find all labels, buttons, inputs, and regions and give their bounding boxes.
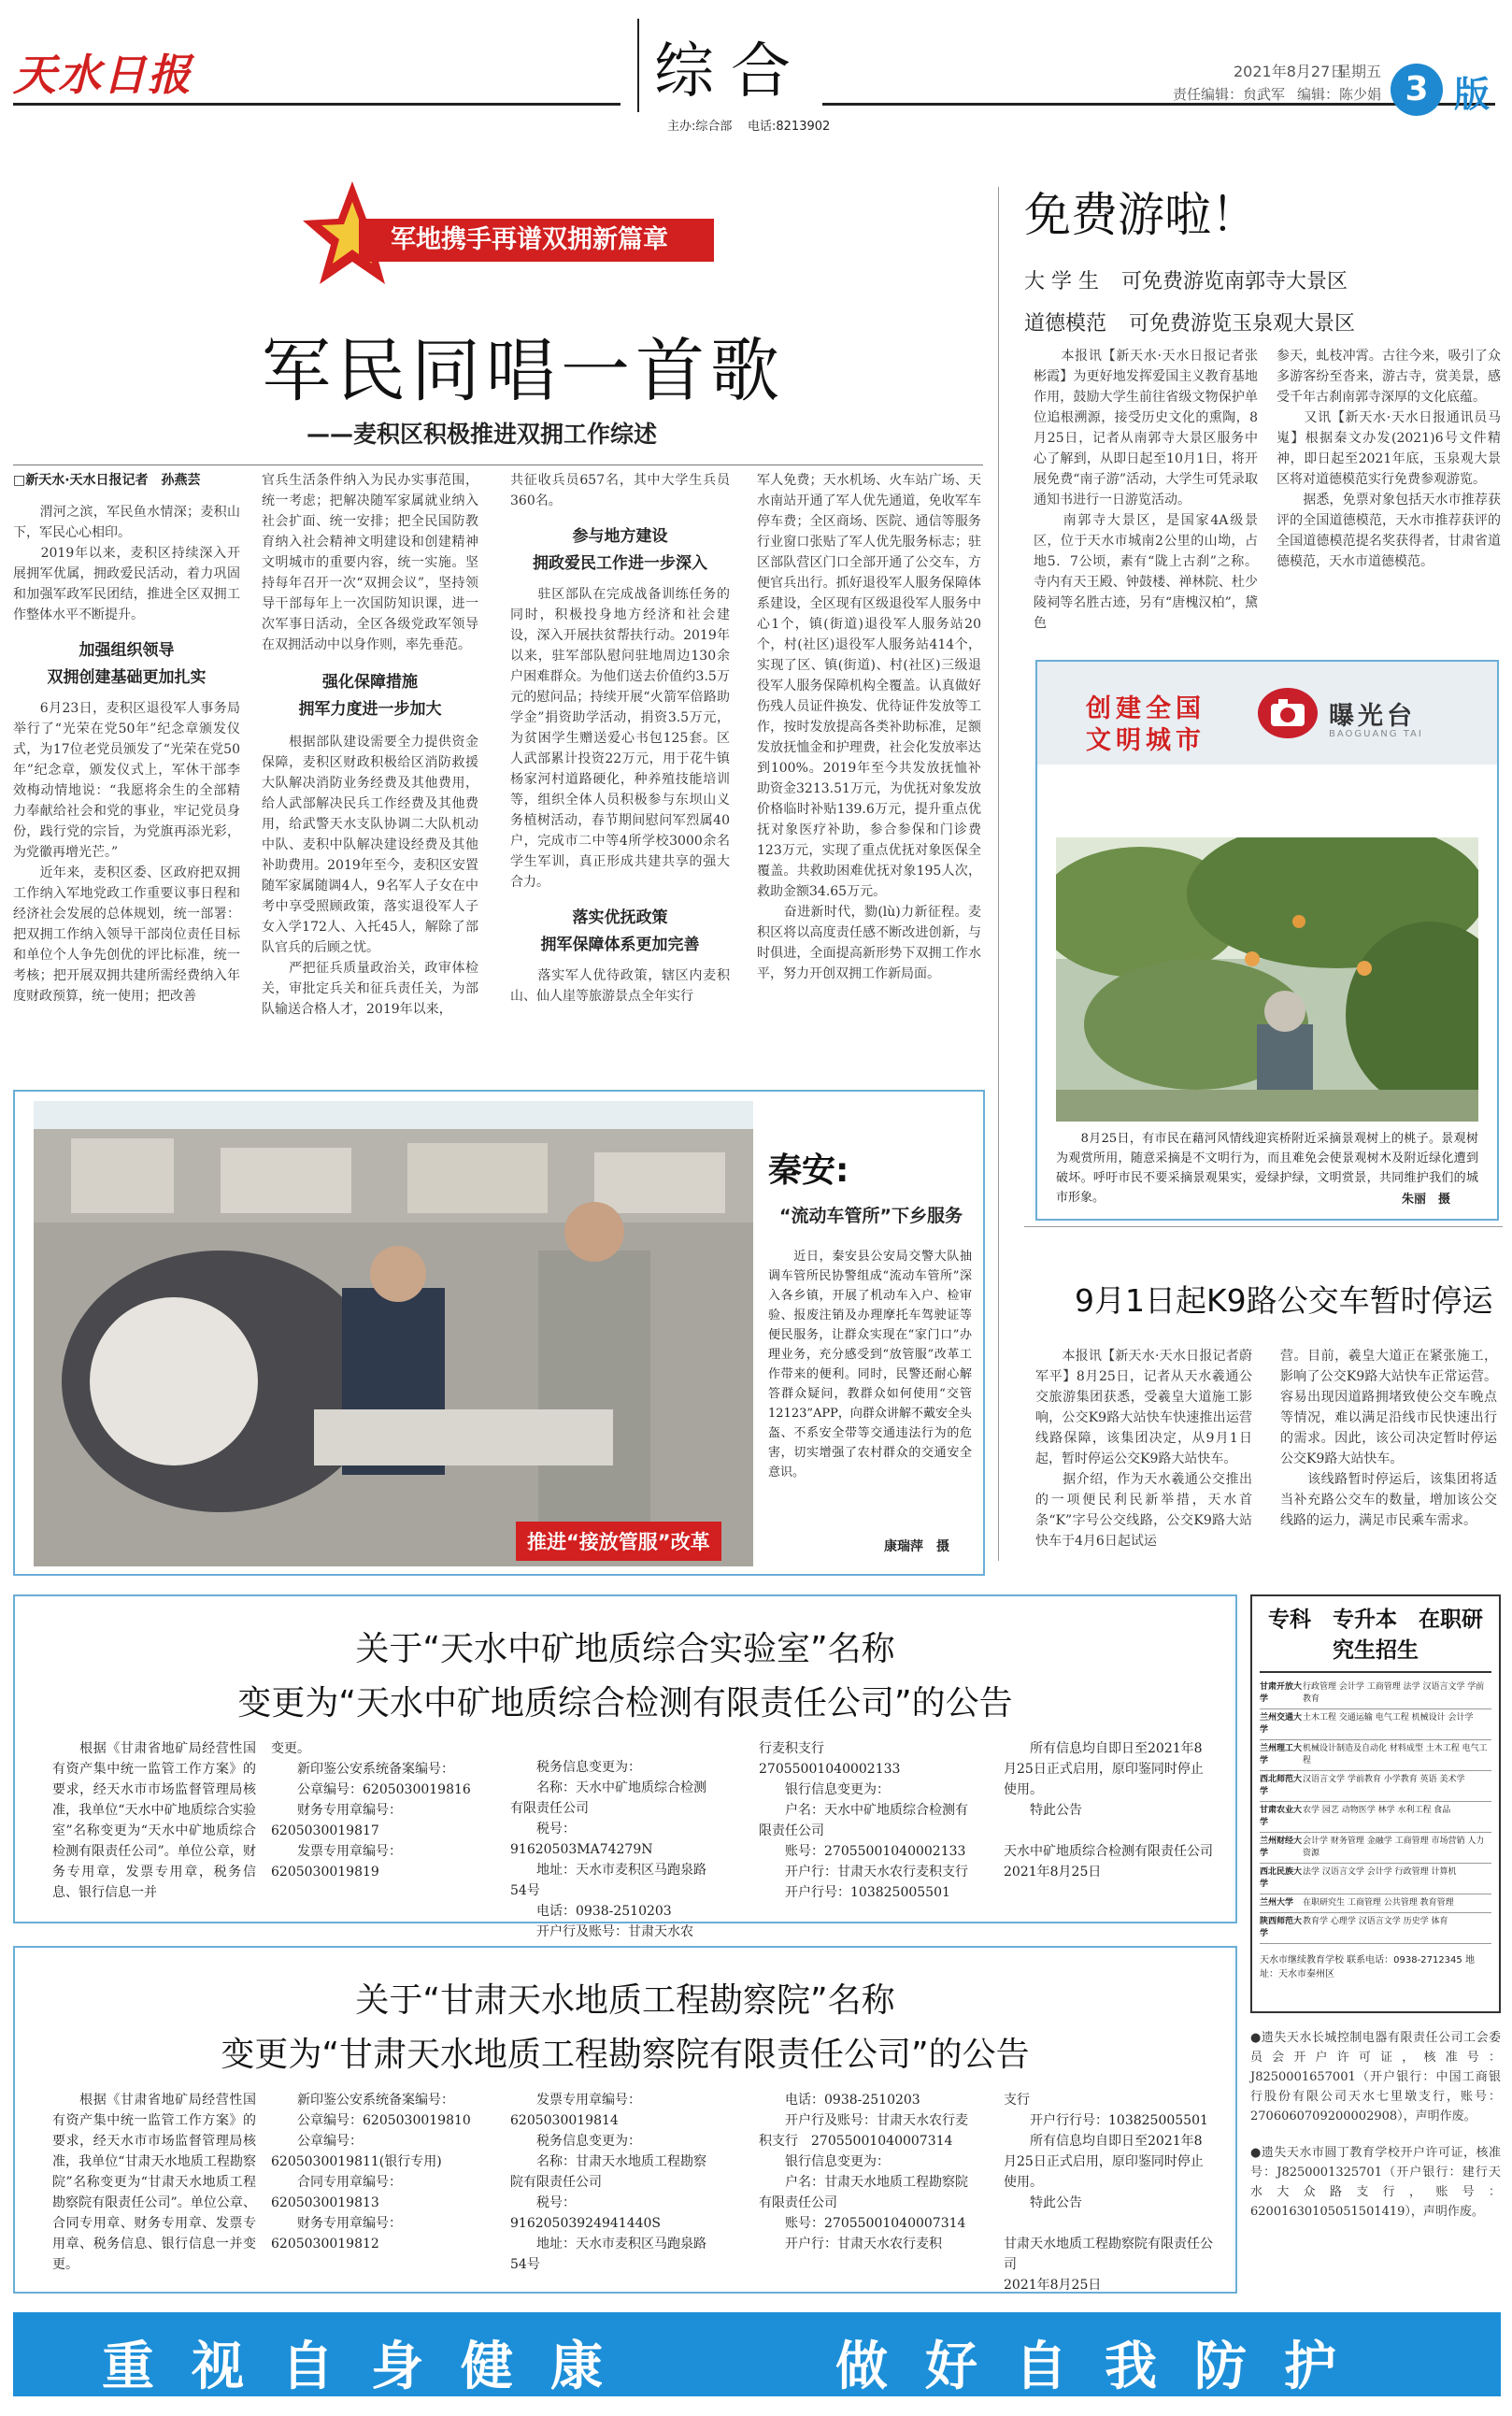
notice-2-col-3: 发票专用章编号：6205030019814 税务信息变更为： 名称：甘肃天水地质工程勘察院有限责任公司 税号：91620503924941440S 地址：天水市麦积区马跑泉路54号 <box>510 2093 706 2272</box>
admission-row-text: 在职研究生 工商管理 公共管理 教育管理 <box>1303 1898 1454 1908</box>
admission-row-text: 机械设计制造及自动化 材料成型 土木工程 电气工程 <box>1303 1744 1488 1766</box>
free-tour-line-1 <box>1024 265 1501 294</box>
admission-row-label: 兰州财经大学 <box>1260 1837 1303 1858</box>
admission-row-text: 土木工程 交通运输 电气工程 机械设计 会计学 <box>1303 1713 1474 1723</box>
lead-body-2b: 根据部队建设需要全力提供资金保障，麦积区财政积极给区消防救援大队解决消防业务经费及其他费用，给人武部解决民兵工作经费及其他费用，给武警天水支队协调二大队机动中队、麦积中队解决建设经费及其他补助费用。2019年至今，麦积区安置随军家属随调4人，9名军人子女在中考中享受照顾政策，落实退役军人子女入学172人、入托45人，解除了部队官兵的后顾之忧。 严把征兵质量政治关，政审体检关，审批定兵关和征兵责任关，为部队输送合格人才，2019年以来， <box>262 735 478 1017</box>
notice-2-title-1: 关于“甘肃天水地质工程勘察院”名称 <box>355 1981 895 2020</box>
page-label: 版 <box>1454 74 1491 115</box>
admission-row <box>1260 1740 1491 1771</box>
admission-row-label: 甘肃农业大学 <box>1260 1806 1303 1827</box>
lost-notices <box>1250 2028 1501 2222</box>
masthead-rule <box>13 103 620 106</box>
lead-column-3 <box>510 470 730 1007</box>
exposure-box <box>1035 660 1499 1221</box>
admission-row-text: 农学 园艺 动物医学 林学 水利工程 食品 <box>1303 1806 1451 1815</box>
admission-row-label: 西北民族大学 <box>1260 1867 1303 1889</box>
bus-title: 9月1日起K9路公交车暂时停运 <box>1075 1282 1493 1319</box>
lead-heading-1: 加强组织领导 <box>78 641 175 660</box>
admission-row <box>1260 1802 1491 1833</box>
notice-1-col-2: 变更。 新印鉴公安系统备案编号： 公章编号：6205030019816 财务专用章编号：6205030019817 发票专用章编号：6205030019819 <box>271 1741 471 1880</box>
qinan-title: 秦安: <box>768 1151 849 1190</box>
lead-title: 军民同唱一首歌 <box>262 331 785 411</box>
admission-contact: 天水市继续教育学校 联系电话：0938-2712345 地址：天水市秦州区 <box>1260 1955 1475 1980</box>
free-tour-title: 免费游啦！ <box>1024 188 1258 242</box>
free-tour-col-1: 本报讯【新天水·天水日报记者张彬霞】为更好地发挥爱国主义教育基地作用，鼓励大学生前往省级文物保护单位追根溯源，接受历史文化的熏陶，8月25日，记者从南郭寺大景区服务中心了解到，从即日起至10月1日，将开展免费“南子游”活动，大学生可凭录取通知书进行一日游览活动。 南郭寺大景区，是国家4A级景区，位于天水市城南2公里的山坳，占地5．7公顷，素有“陇上古刹”之称。寺内有天王殿、钟鼓楼、禅林院、杜少陵祠等名胜古迹，另有“唐槐汉柏”，黛色 <box>1034 349 1258 631</box>
admission-row-label: 兰州理工大学 <box>1260 1744 1303 1766</box>
camera-icon <box>1258 688 1318 738</box>
admission-row-text: 会计学 财务管理 金融学 工商管理 市场营销 人力资源 <box>1303 1837 1485 1858</box>
admission-row-text: 教育学 心理学 汉语言文学 历史学 体育 <box>1303 1917 1448 1926</box>
editor-name: 编辑：陈少娟 <box>1297 86 1382 103</box>
lost-notice-2: ●遗失天水市圆丁教育学校开户许可证，核准号：J8250001325701（开户银行：建行天水大众路支行，账号：62001630105051501419），声明作废。 <box>1250 2146 1501 2219</box>
admission-row-label: 陕西师范大学 <box>1260 1917 1303 1938</box>
admission-ad <box>1250 1594 1501 2013</box>
admission-row <box>1260 1679 1491 1709</box>
bottom-banner-right: 做好自我防护 <box>835 2337 1374 2397</box>
admission-row-label: 兰州大学 <box>1260 1898 1294 1908</box>
notice-1-title-2: 变更为“天水中矿地质综合检测有限责任公司”的公告 <box>237 1684 1013 1723</box>
bus-col-2: 营。目前，羲皇大道正在紧张施工，影响了公交K9路大站快车正常运营。容易出现因道路拥堵致使公交车晚点等情况，难以满足沿线市民快速出行的需求。因此，该公司决定暂时停运公交K9路大站快车。 该线路暂时停运后，该集团将适当补充路公交车的数量，增加该公交线路的运力，满足市民乘车需求。 <box>1280 1349 1497 1528</box>
free-tour-line-1b: 可免费游览南郭寺大景区 <box>1121 270 1348 293</box>
lead-heading-3b: 拥政爱民工作进一步深入 <box>533 554 707 573</box>
notice-2-col-2: 新印鉴公安系统备案编号： 公章编号：6205030019810 公章编号：6205030019811(银行专用) 合同专用章编号：6205030019813 财务专用章编号：6205030019812 <box>271 2093 471 2252</box>
admission-row <box>1260 1833 1491 1864</box>
free-tour-line-2a: 道德模范 <box>1024 312 1107 336</box>
notice-1 <box>13 1594 1237 1939</box>
admission-row <box>1260 1894 1491 1913</box>
qinan-box <box>13 1090 985 1576</box>
lead-body-1: 6月23日，麦积区退役军人事务局举行了“光荣在党50年”纪念章颁发仪式，为17位老党员颁发了“光荣在党50年”纪念章，颁发仪式上，军休干部李效梅动情地说：“我愿将余生的全部精力奉献给社会和党的事业，牢记党员身份，践行党的宗旨，为党旗再添光彩，为党徽再增光芒。” 近年来，麦积区委、区政府把双拥工作纳入军地党政工作重要议事日程和经济社会发展的总体规划，统一部署：把双拥工作纳入领导干部岗位责任目标和单位个人争先创优的评比标准，统一考核；把开展双拥共建所需经费纳入年度财政预算，统一使用；把改善 <box>13 701 240 1004</box>
lead-column-1 <box>13 470 240 1007</box>
lead-body-3: 共征收兵员657名，其中大学生兵员360名。 <box>510 473 730 508</box>
masthead-divider <box>637 19 639 112</box>
admission-row-text: 汉语言文学 学前教育 小学教育 英语 美术学 <box>1303 1775 1465 1784</box>
free-tour <box>1024 178 1501 336</box>
qinan-credit: 康瑞萍 摄 <box>884 1539 949 1554</box>
lead-subtitle: ——麦积区积极推进双拥工作综述 <box>307 421 658 448</box>
lead-column-2 <box>262 470 478 1020</box>
editor-in-charge: 责任编辑：贠武军 <box>1173 86 1286 103</box>
lead-body-4: 军人免费；天水机场、火车站广场、天水南站开通了军人优先通道，免收军车停车费；全区商场、医院、通信等服务行业窗口张贴了军人优先服务标志；驻区部队营区门口全部开通了公交车，方便官兵出行。抓好退役军人服务保障体系建设，全区现有区级退役军人服务中心1个，镇(街道)退役军人服务站20个，村(社区)退役军人服务站414个，实现了区、镇(街道)、村(社区)三级退役军人服务保障机构全覆盖。认真做好伤残人员证件换发、优待证件发放等工作，按时发放提高各类补助标准，足额发放抚恤金和护理费，社会化发放率达到100%。2019年至今共发放抚恤补助资金3213.51万元，为优抚对象发放价格临时补贴139.6万元，提升重点优抚对象医疗补助，参合参保和门诊费123万元，实现了重点优抚对象医保全覆盖。共救助困难优抚对象195人次，救助金额34.65万元。 奋进新时代，勠(lù)力新征程。麦积区将以高度责任感不断改进创新，与时俱进，全面提高新形势下双拥工作水平，努力开创双拥工作新局面。 <box>757 473 981 981</box>
admission-row <box>1260 1709 1491 1740</box>
lead-byline: □新天水·天水日报记者 孙燕芸 <box>13 473 201 488</box>
lead-column-4 <box>757 470 981 984</box>
admission-row-label: 兰州交通大学 <box>1260 1713 1303 1735</box>
section-title: 综合 <box>654 37 807 107</box>
admission-row <box>1260 1771 1491 1802</box>
issue-weekday: 星期五 <box>1336 63 1382 80</box>
lead-heading-1b: 双拥创建基础更加扎实 <box>47 668 207 687</box>
lead-heading-4: 落实优抚政策 <box>572 908 668 927</box>
exposure-logo-text: 曝光台 <box>1329 702 1416 731</box>
notice-2-col-4: 电话：0938-2510203 开户行及账号：甘肃天水农行麦积支行 27055001040007314 银行信息变更为： 户名：甘肃天水地质工程勘察院有限责任公司 账号：27055001040007314 开户行：甘肃天水农行麦积 <box>759 2093 968 2252</box>
free-tour-line-2 <box>1024 307 1501 336</box>
lead-heading-4b: 拥军保障体系更加完善 <box>540 936 700 954</box>
admission-row <box>1260 1864 1491 1894</box>
qinan-subtitle: “流动车管所”下乡服务 <box>779 1206 963 1226</box>
lead-intro-text: 渭河之滨，军民鱼水情深；麦积山下，军民心心相印。 2019年以来，麦积区持续深入开展拥军优属，拥政爱民活动，着力巩固和加强军政军民团结，推进全区双拥工作整体水平不断提升。 <box>13 505 240 622</box>
qinan-body: 近日，秦安县公安局交警大队抽调车管所民协警组成“流动车管所”深入各乡镇，开展了机动车入户、检审验、报废注销及办理摩托车驾驶证等便民服务，让群众实现在“家门口”办理业务，充分感受到“放管服”改革工作带来的便利。同时，民警还耐心解答群众疑问，教群众如何使用“交管12123”APP，向群众讲解不戴安全头盔、不系安全带等交通违法行为的危害，切实增强了农村群众的交通安全意识。 <box>768 1250 972 1480</box>
masthead <box>0 0 1512 134</box>
exposure-photo <box>1056 837 1478 1122</box>
admission-row-label: 甘肃开放大学 <box>1260 1682 1303 1704</box>
issue-date: 2021年8月27日 <box>1234 63 1346 80</box>
admission-row-label: 西北师范大学 <box>1260 1775 1303 1796</box>
notice-2-col-1: 根据《甘肃省地矿局经营性国有资产集中统一监管工作方案》的要求，经天水市市场监督管理局核准，我单位“甘肃天水地质工程勘察院”名称变更为“甘肃天水地质工程勘察院有限责任公司”。单位公章、合同专用章、财务专用章、发票专用章、税务信息、银行信息一并变更。 <box>52 2093 256 2272</box>
admission-rows <box>1260 1679 1491 1944</box>
admission-title: 专科 专升本 在职研究生招生 <box>1260 1602 1491 1673</box>
banner-title: 军地携手再谱双拥新篇章 <box>359 219 714 262</box>
exposure-slogan-a: 创建全国 <box>1086 694 1205 723</box>
admission-row-text: 行政管理 会计学 工商管理 法学 汉语言文学 学前教育 <box>1303 1682 1485 1704</box>
lead-heading-3: 参与地方建设 <box>572 527 668 546</box>
free-tour-col-2: 参天，虬枝冲霄。古往今来，吸引了众多游客纷至沓来，游古寺，赏美景，感受千年古刹南郭寺深厚的文化底蕴。 又讯【新天水·天水日报通讯员马嵬】根据秦文办发(2021)6号文件精神，即日起至2021年底，玉泉观大景区将对道德模范实行免费参观游览。 据悉，免票对象包括天水市推荐获评的全国道德模范，天水市推荐获评的全国道德模范提名奖获得者，甘肃省道德模范，天水市道德模范。 <box>1277 349 1501 569</box>
bus-col-1: 本报讯【新天水·天水日报记者蔚军平】8月25日，记者从天水羲通公交旅游集团获悉，受羲皇大道施工影响，公交K9路大站快车快速推出运营线路保障，该集团决定，从9月1日起，暂时停运公交K9路大站快车。 据介绍，作为天水羲通公交推出的一项便民利民新举措，天水首条“K”字号公交线路，公交K9路大站快车于4月6日起试运 <box>1035 1349 1252 1549</box>
notice-1-title-1: 关于“天水中矿地质综合实验室”名称 <box>355 1630 895 1668</box>
notice-1-col-5: 所有信息均自即日至2021年8月25日正式启用，原印鉴同时停止使用。 特此公告 天水中矿地质综合检测有限责任公司 2021年8月25日 <box>1004 1741 1213 1880</box>
notice-1-col-4: 行麦积支行 27055001040002133 银行信息变更为： 户名：天水中矿地质综合检测有限责任公司 账号：27055001040002133 开户行：甘肃天水农行麦积支行 开户行号：103825005501 <box>759 1741 968 1900</box>
lead-heading-2: 强化保障措施 <box>322 673 418 692</box>
exposure-logo-en: BAOGUANG TAI <box>1329 729 1423 739</box>
newspaper-logo: 天水日报 <box>13 50 193 100</box>
lost-notice-1: ●遗失天水长城控制电器有限责任公司工会委员会开户许可证，核准号：J8250001657001（开户银行：中国工商银行股份有限公司天水七里墩支行，账号：2706060709200002908），声明作废。 <box>1250 2031 1501 2123</box>
page-number-badge: 3 <box>1391 64 1443 116</box>
exposure-credit: 朱丽 摄 <box>1402 1193 1451 1207</box>
notice-2 <box>13 1946 1237 2294</box>
qinan-badge: 推进“接放管服”改革 <box>516 1522 721 1561</box>
lead-body-2: 官兵生活条件纳入为民办实事范围，统一考虑；把解决随军家属就业纳入社会扩面、统一安排；把全民国防教育纳入社会精神文明建设和创建精神文明城市的重要内容，统一实施。坚持每年召开一次“双拥会议”，坚持领导干部每年上一次国防知识课，进一次军事日活动，全区各级党政军领导在双拥活动中以身作则，率先垂范。 <box>262 473 478 652</box>
lead-body-3c: 落实军人优待政策，辖区内麦积山、仙人崖等旅游景点全年实行 <box>510 968 730 1004</box>
exposure-slogan-b: 文明城市 <box>1086 726 1205 755</box>
bottom-banner-left: 重视自身健康 <box>102 2337 640 2397</box>
admission-row <box>1260 1913 1491 1944</box>
notice-1-col-1: 根据《甘肃省地矿局经营性国有资产集中统一监管工作方案》的要求，经天水市市场监督管理局核准，我单位“天水中矿地质综合实验室”名称变更为“天水中矿地质综合检测有限责任公司”。单位公章，财务专用章，发票专用章，税务信息、银行信息一并 <box>52 1741 256 1900</box>
lead-body-3b: 驻区部队在完成战备训练任务的同时，积极投身地方经济和社会建设，深入开展扶贫帮扶行动。2019年以来，驻军部队慰问驻地周边130余户困难群众。为他们送去价值约3.5万元的慰问品；持续开展“火箭军倍路助学金”捐资助学活动，捐资3.5万元，为贫困学生赠送爱心书包125套。区人武部累计投资22万元，用于花牛镇杨家河村道路硬化，种养殖技能培训等，组织全体人员积极参与东坝山义务植树活动，春节期间慰问军烈属40户，完成市二中等4所学校3000余名学生军训，真正形成共建共享的强大合力。 <box>510 587 730 890</box>
qinan-photo <box>34 1101 753 1566</box>
exposure-header <box>1037 662 1497 765</box>
notice-1-col-3: 税务信息变更为： 名称：天水中矿地质综合检测有限责任公司 税号：91620503MA74279N 地址：天水市麦积区马跑泉路54号 电话：0938-2510203 开户行及账号：甘肃天水农 <box>510 1760 706 1939</box>
exposure-caption: 8月25日，有市民在藉河风情线迎宾桥附近采摘景观树上的桃子。景观树为观赏所用，随意采摘是不文明行为，而且难免会使景观树木及附近绿化遭到破坏。呼吁市民不要采摘景观果实，爱绿护绿，文明赏景，共同维护我们的城市形象。 <box>1056 1132 1478 1205</box>
section-phone: 电话:8213902 <box>748 120 831 134</box>
notice-2-title-2: 变更为“甘肃天水地质工程勘察院有限责任公司”的公告 <box>221 2036 1030 2074</box>
free-tour-line-1a: 大 学 生 <box>1024 270 1099 293</box>
vertical-divider <box>998 187 999 1561</box>
section-host: 主办:综合部 <box>667 120 733 134</box>
admission-row-text: 法学 汉语言文学 会计学 行政管理 计算机 <box>1303 1867 1457 1877</box>
lead-banner <box>301 179 731 290</box>
bus-rule-top <box>1024 1226 1503 1227</box>
lead-heading-2b: 拥军力度进一步加大 <box>298 700 442 719</box>
notice-2-col-5: 支行 开户行行号：103825005501 所有信息均自即日至2021年8月25日正式启用，原印鉴同时停止使用。 特此公告 甘肃天水地质工程勘察院有限责任公司 2021年8月25日 <box>1004 2093 1213 2293</box>
free-tour-line-2b: 可免费游览玉泉观大景区 <box>1129 312 1356 336</box>
bottom-banner <box>13 2312 1501 2396</box>
